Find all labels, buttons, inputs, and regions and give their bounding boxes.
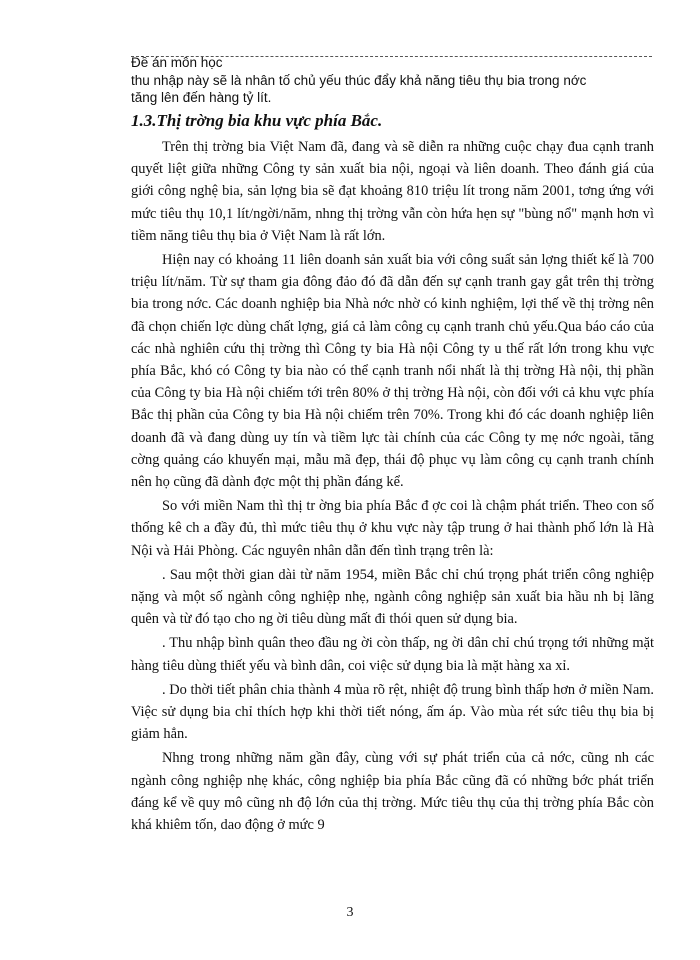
page-number: 3 (346, 905, 354, 920)
intro-line-2: tăng lên đến hàng tỷ lít. (131, 90, 272, 105)
bullet-paragraph: . Thu nhập bình quân theo đầu ng ời còn thấp, ng ời dân chỉ chú trọng tới những mặt hàng tiêu dùng thiết yếu và bình dân, coi việc sử dụng bia là mặt hàng xa xỉ. (131, 635, 654, 674)
section-heading: 1.3.Thị trờng bia khu vực phía Bắc. (131, 111, 383, 130)
bullet-paragraph: . Do thời tiết phân chia thành 4 mùa rõ rệt, nhiệt độ trung bình thấp hơn ở miền Nam. Việc sử dụng bia chỉ thích hợp khi thời tiết nóng, ấm áp. Vào mùa rét sức tiêu thụ bia bị giảm hẳn. (131, 681, 654, 743)
paragraph: Nhng trong những năm gần đây, cùng với sự phát triển của cả nớc, cũng nh các ngành công nghiệp nhẹ khác, công nghiệp bia phía Bắc cũng đã có những bớc phát triển đáng kể về quy mô cũng nh độ lớn của thị trờng. Mức tiêu thụ của thị trờng phía Bắc còn khá khiêm tốn, dao động ở mức 9 (131, 750, 654, 834)
intro-line-1: thu nhập này sẽ là nhân tố chủ yếu thúc đẩy khả năng tiêu thụ bia trong nớc (131, 73, 587, 88)
paragraph: Hiện nay có khoảng 11 liên doanh sản xuất bia với công suất sản lợng thiết kế là 700 triệu lít/năm. Từ sự tham gia đông đảo đó đã dẫn đến sự cạnh tranh gay gắt trên thị trờng bia trong nớc. Các doanh nghiệp bia Nhà nớc nhờ có kinh nghiệm, lợi thế về thị trờng nên đã chọn chiến lợc dùng chất lợng, giá cả làm công cụ cạnh tranh chủ yếu.Qua báo cáo của các nhà nghiên cứu thị trờng thì Công ty bia Hà nội Công ty u thế rất lớn trong khu vực phía Bắc, khó có Công ty bia nào có thể cạnh tranh nổi nhất là thị trờng Hà nội, thị phần của Công ty bia Hà nội chiếm tới trên 80% ở thị trờng Hà nội, còn đối với cả khu vực phía Bắc thị phần của Công ty bia Hà nội chiếm trên 70%. Trong khi đó các doanh nghiệp liên doanh đã và đang dùng uy tín và tiềm lực tài chính của các Công ty mẹ nớc ngoài, tăng cờng quảng cáo khuyến mại, mẫu mã đẹp, thái độ phục vụ làm công cụ cạnh tranh chính nên họ cũng đã dành đợc một thị phần đáng kể. (131, 252, 654, 491)
paragraph: Trên thị trờng bia Việt Nam đã, đang và sẽ diễn ra những cuộc chạy đua cạnh tranh quyết liệt giữa những Công ty sản xuất bia nội, ngoại và liên doanh. Theo đánh giá của giới công nghệ bia, sản lợng bia sẽ đạt khoảng 810 triệu lít trong năm 2001, tơng ứng với mức tiêu thụ 10,1 lít/ngời/năm, nhng thị trờng vẫn còn hứa hẹn sự "bùng nổ" mạnh hơn vì tiềm năng tiêu thụ bia ở Việt Nam là rất lớn. (131, 139, 654, 244)
paragraph: So với miền Nam thì thị tr ờng bia phía Bắc đ ợc coi là chậm phát triển. Theo con số thống kê ch a đầy đủ, thì mức tiêu thụ ở khu vực này tập trung ở hai thành phố lớn là Hà Nội và Hải Phòng. Các nguyên nhân dẫn đến tình trạng trên là: (131, 498, 654, 559)
bullet-paragraph: . Sau một thời gian dài từ năm 1954, miền Bắc chỉ chú trọng phát triển công nghiệp nặng và một số ngành công nghiệp nhẹ, ngành công nghiệp sản xuất bia hầu nh bị lãng quên và từ đó tạo cho ng ời tiêu dùng mất đi thói quen sử dụng bia. (131, 566, 654, 628)
header-label: Đề án môn học (131, 55, 223, 70)
document-body (131, 54, 654, 838)
